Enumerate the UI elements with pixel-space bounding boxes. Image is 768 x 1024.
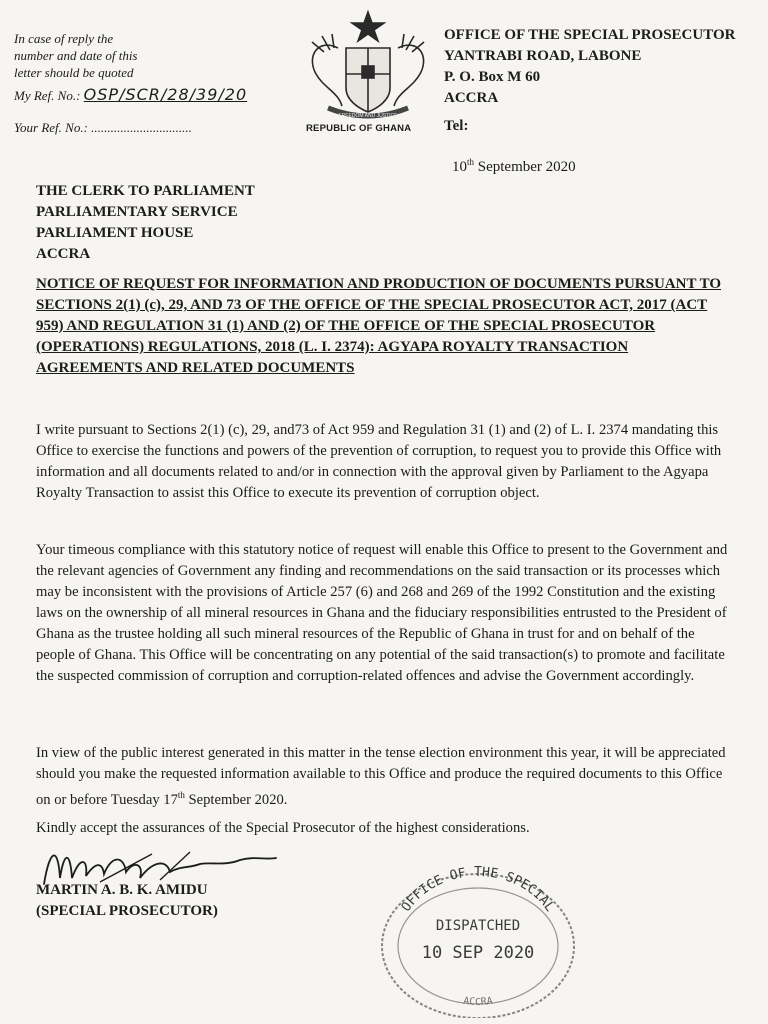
tel-label: Tel: [444,118,469,134]
ghana-coat-of-arms-icon [298,8,438,126]
stamp-bottom-text: ACCRA [462,995,494,1008]
office-line: YANTRABI ROAD, LABONE [444,48,642,64]
addressee-line: PARLIAMENTARY SERVICE [36,204,238,220]
reply-instruction-line: In case of reply the [14,31,114,46]
stamp-top-text: OFFICE OF THE SPECIAL [398,865,558,915]
reply-instruction-line: number and date of this [14,48,138,63]
office-line: OFFICE OF THE SPECIAL PROSECUTOR [444,27,736,43]
reply-instruction-line: letter should be quoted [14,65,134,80]
reply-instruction [14,30,304,81]
body-paragraph-2: Your timeous compliance with this statutory notice of request will enable this Office to present to the Government and the relevant agencies of Government any finding and recommendations on the said transaction or its processes which may be inconsistent with the provisions of Article 257 (6) and 268 and 269 of the 1992 Constitution and the existing laws on the ownership of all mineral resources in Ghana and the fiduciary responsibilities entrusted to the President of Ghana as the trustee holding all such mineral resources of the Republic of Ghana in trust for and on behalf of the people of Ghana. This Office will be concentrating on any potential of the said transaction(s) to promote and facilitate the suspected commission of corruption and corruption-related offences and advise the Government accordingly. [36,542,728,684]
your-ref-line [14,120,192,136]
my-ref-value: OSP/SCR/28/39/20 [83,85,248,104]
addressee [36,181,255,265]
crest-label: REPUBLIC OF GHANA [306,123,412,134]
signer-block [36,880,218,922]
signer-name: MARTIN A. B. K. AMIDU [36,882,208,898]
body-paragraph-3 [36,743,736,811]
date-day: 10 [452,159,467,175]
addressee-line: PARLIAMENT HOUSE [36,225,194,241]
date-suffix: th [467,157,475,167]
office-line: ACCRA [444,90,499,106]
stamp-date: 10 SEP 2020 [421,943,535,963]
your-ref-label: Your Ref. No.: [14,120,88,135]
letter-date [452,157,576,176]
addressee-line: ACCRA [36,246,91,262]
crest-motto: FREEDOM AND JUSTICE [338,113,398,119]
body-paragraph-1: I write pursuant to Sections 2(1) (c), 29, and73 of Act 959 and Regulation 31 (1) and (2) of L. I. 2374 mandating this Office to exercise the functions and powers of the prevention of corruption, to request you to provide this Office with information and all documents related to and/or in connection with the approval given by Parliament to the Agyapa Royalty Transaction to assist this Office to execute its prevention of corruption object. [36,422,722,501]
addressee-line: THE CLERK TO PARLIAMENT [36,183,255,199]
subject-heading: NOTICE OF REQUEST FOR INFORMATION AND PRODUCTION OF DOCUMENTS PURSUANT TO SECTIONS 2(1) (c), 29, AND 73 OF THE OFFICE OF THE SPECIAL PROSECUTOR ACT, 2017 (ACT 959) AND REGULATION 31 (1) AND (2) OF THE OFFICE OF THE SPECIAL PROSECUTOR (OPERATIONS) REGULATIONS, 2018 (L. I. 2374): AGYAPA ROYALTY TRANSACTION AGREEMENTS AND RELATED DOCUMENTS [36,276,722,376]
p3-sup: th [177,790,185,800]
my-ref-label: My Ref. No.: [14,88,81,103]
stamp-status: DISPATCHED [435,918,521,934]
my-ref-line [14,85,247,104]
closing-line: Kindly accept the assurances of the Special Prosecutor of the highest considerations. [36,820,530,836]
signer-title: (SPECIAL PROSECUTOR) [36,903,218,919]
office-line: P. O. Box M 60 [444,69,541,85]
date-rest: September 2020 [474,159,576,175]
office-address [444,25,735,109]
dispatch-stamp [376,858,580,1018]
p3-text: In view of the public interest generated in this matter in the tense election environment this year, it will be appreciated should you make the requested information available to this Office and produce the required documents to this Office on or before Tuesday 17 [36,745,726,808]
p3-text-end: September 2020. [184,791,288,808]
your-ref-dots: ............................... [91,120,192,135]
